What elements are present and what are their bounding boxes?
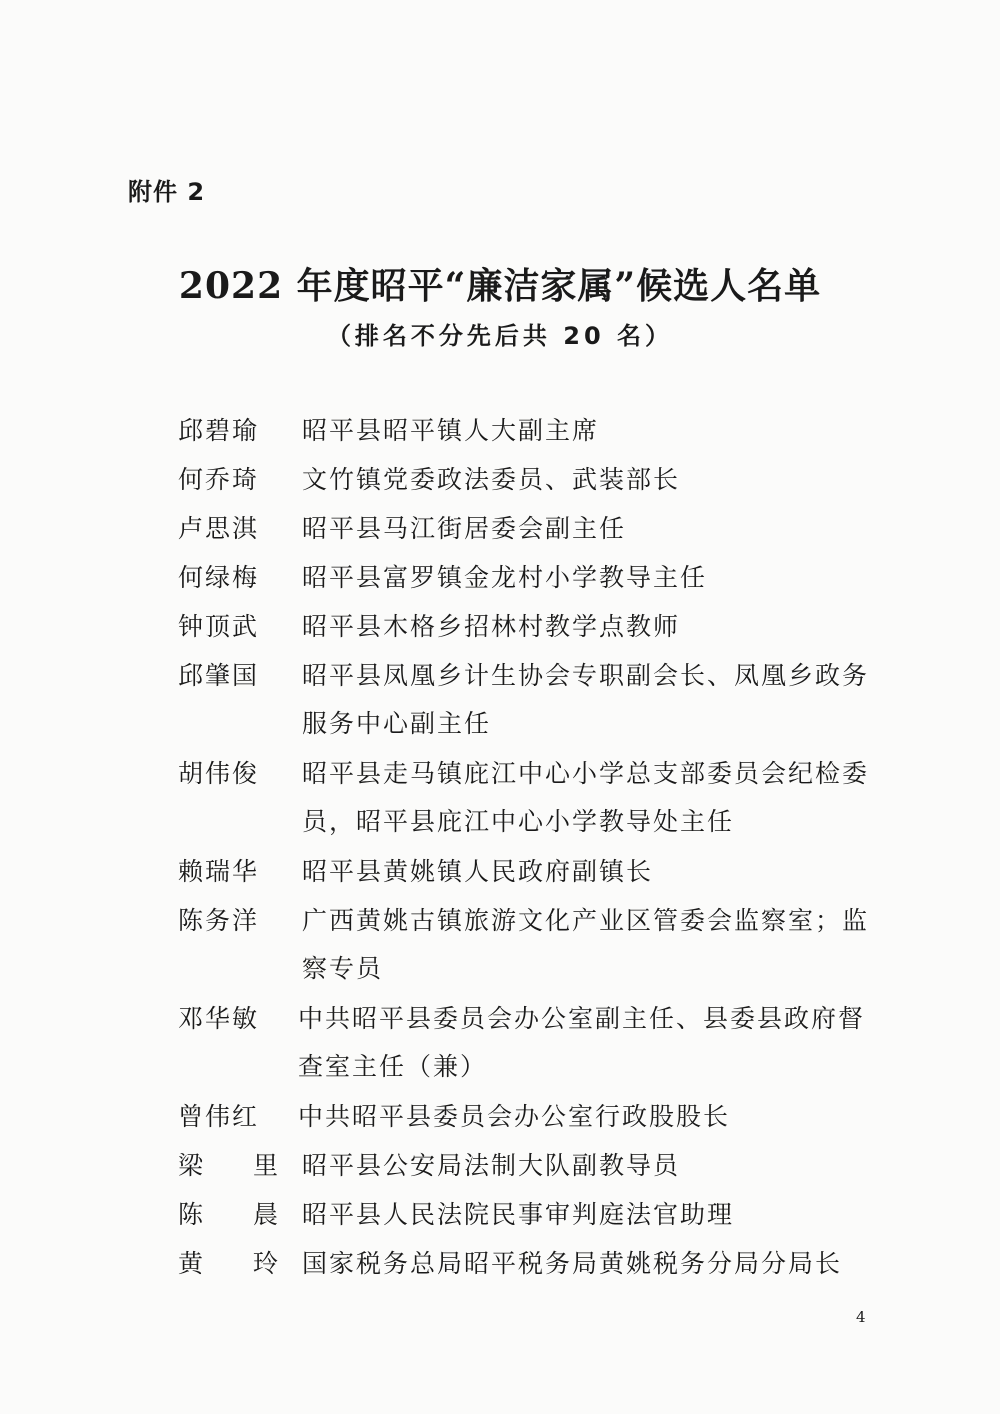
candidate-name: 胡伟俊 xyxy=(178,759,260,788)
candidate-name: 梁 里 xyxy=(178,1151,299,1180)
candidate-position: 昭平县人民法院民事审判庭法官助理 xyxy=(302,1200,735,1229)
candidate-name: 赖瑞华 xyxy=(178,857,260,886)
candidate-position: 昭平县富罗镇金龙村小学教导主任 xyxy=(302,563,708,592)
candidate-name: 邓华敏 xyxy=(178,1004,260,1033)
candidate-position: 文竹镇党委政法委员、武装部长 xyxy=(302,465,681,494)
candidate-name: 陈务洋 xyxy=(178,906,260,935)
candidate-name: 黄 玲 xyxy=(178,1249,299,1278)
candidate-position: 昭平县黄姚镇人民政府副镇长 xyxy=(302,857,654,886)
candidate-name: 钟顶武 xyxy=(178,612,260,641)
document-subtitle: （排名不分先后共 20 名） xyxy=(326,322,674,350)
candidate-name: 曾伟红 xyxy=(178,1102,260,1131)
candidate-name: 陈 晨 xyxy=(178,1200,299,1229)
candidate-name: 何绿梅 xyxy=(178,563,260,592)
candidate-position: 昭平县木格乡招林村教学点教师 xyxy=(302,612,681,641)
candidate-position: 昭平县昭平镇人大副主席 xyxy=(302,416,600,445)
candidate-position: 昭平县走马镇庇江中心小学总支部委员会纪检委员，昭平县庇江中心小学教导处主任 xyxy=(302,759,870,836)
candidate-position: 中共昭平县委员会办公室行政股股长 xyxy=(298,1102,731,1131)
candidate-name: 卢思淇 xyxy=(178,514,260,543)
candidate-position: 国家税务总局昭平税务局黄姚税务分局分局长 xyxy=(302,1249,843,1278)
candidate-position: 昭平县凤凰乡计生协会专职副会长、凤凰乡政务服务中心副主任 xyxy=(302,661,870,738)
candidate-position: 昭平县公安局法制大队副教导员 xyxy=(302,1151,681,1180)
candidate-position: 中共昭平县委员会办公室副主任、县委县政府督查室主任（兼） xyxy=(298,1004,866,1081)
page-number: 4 xyxy=(856,1308,866,1326)
candidate-name: 何乔琦 xyxy=(178,465,260,494)
document-title: 2022 年度昭平“廉洁家属”候选人名单 xyxy=(178,265,822,307)
candidate-name: 邱碧瑜 xyxy=(178,416,260,445)
attachment-label: 附件 2 xyxy=(128,178,206,206)
candidate-position: 广西黄姚古镇旅游文化产业区管委会监察室；监察专员 xyxy=(302,906,870,983)
candidate-name: 邱肇国 xyxy=(178,661,260,690)
candidate-position: 昭平县马江街居委会副主任 xyxy=(302,514,627,543)
